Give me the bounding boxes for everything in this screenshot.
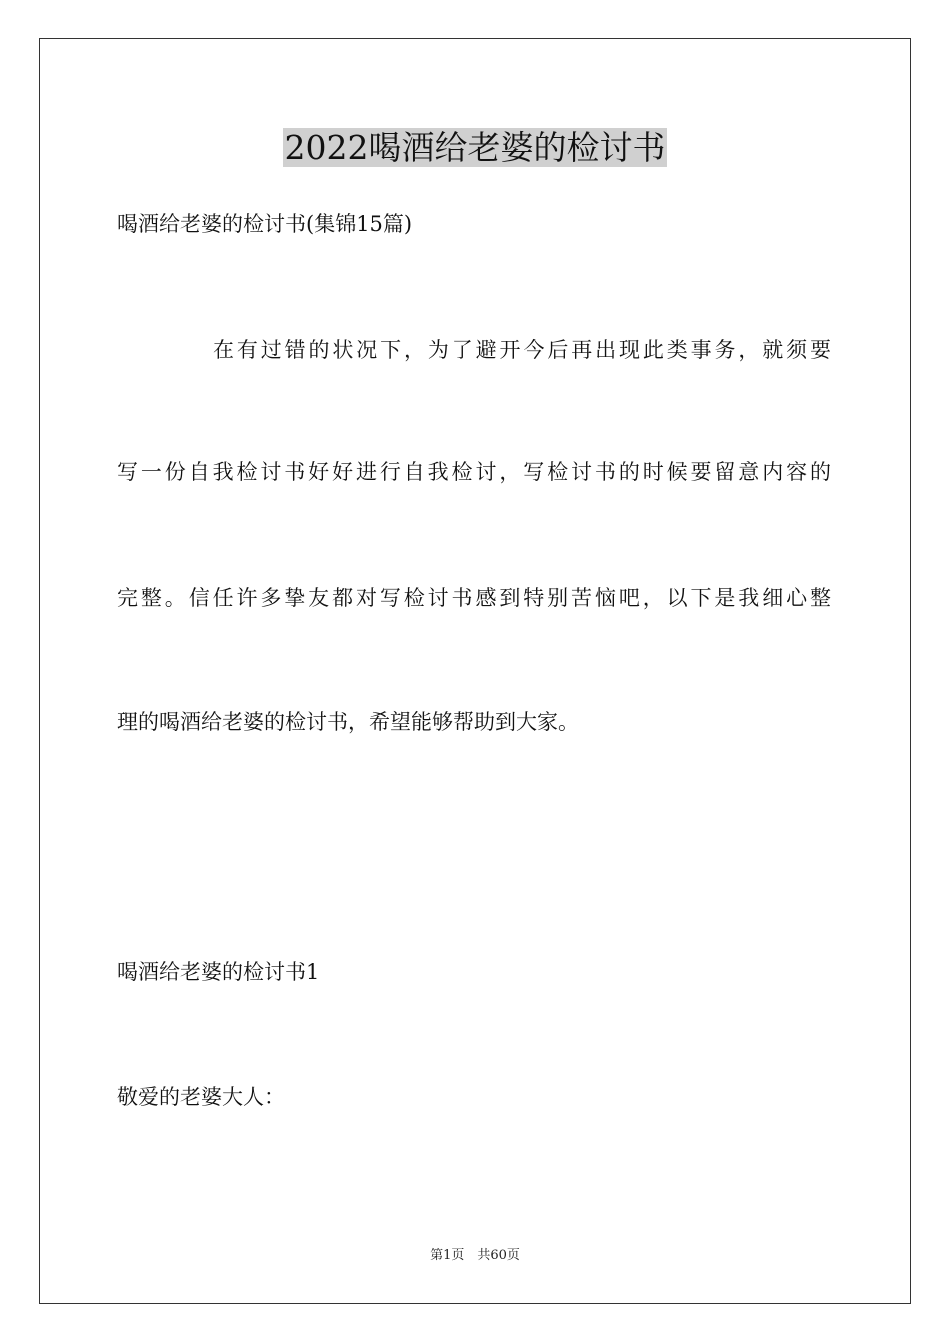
page-number-footer: 第1页 共60页	[430, 1248, 520, 1263]
intro-line-4: 理的喝酒给老婆的检讨书，希望能够帮助到大家。	[117, 710, 579, 734]
document-title	[0, 126, 950, 170]
document-subtitle: 喝酒给老婆的检讨书(集锦15篇)	[117, 212, 413, 236]
intro-line-3: 完整。信任许多挚友都对写检讨书感到特别苦恼吧，以下是我细心整	[117, 586, 831, 610]
salutation: 敬爱的老婆大人：	[117, 1085, 285, 1109]
intro-line-2: 写一份自我检讨书好好进行自我检讨，写检讨书的时候要留意内容的	[117, 460, 831, 484]
section-heading: 喝酒给老婆的检讨书1	[117, 960, 320, 984]
document-title-text: 2022喝酒给老婆的检讨书	[284, 128, 666, 167]
intro-line-1: 在有过错的状况下，为了避开今后再出现此类事务，就须要	[213, 338, 831, 362]
